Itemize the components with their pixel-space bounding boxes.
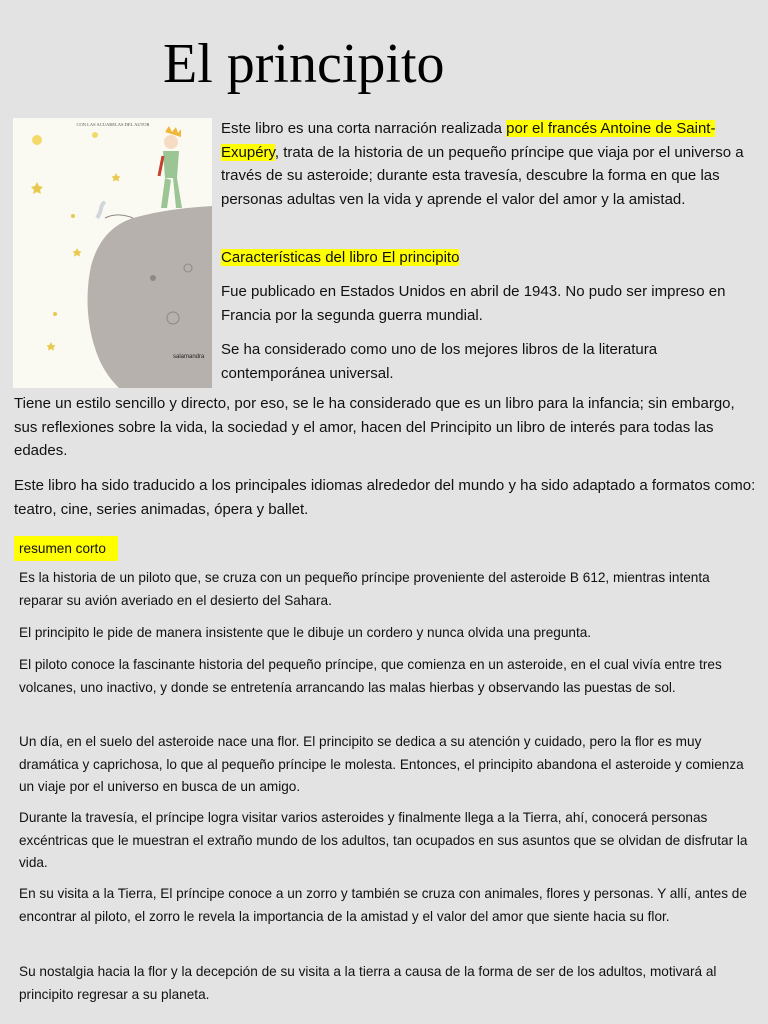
cover-publisher: salamandra (173, 354, 205, 360)
paragraph: Este libro ha sido traducido a los principales idiomas alrededor del mundo y ha sido adaptado a formatos como: teatro, cine, series animadas, ópera y ballet. (14, 477, 756, 518)
star-icon (32, 135, 42, 145)
paragraph: Tiene un estilo sencillo y directo, por eso, se le ha considerado que es un libro para la infancia; sin embargo, sus reflexiones sobre la vida, la sociedad y el amor, hacen del Principito un libro de interés para todas las edades. (14, 395, 735, 459)
paragraph: Se ha considerado como uno de los mejores libros de la literatura contemporánea universal. (221, 341, 658, 382)
page-title: El principito (163, 33, 445, 95)
cover-top-text: CON LAS ACUARELAS DEL AUTOR (76, 122, 150, 127)
summary-paragraph: Un día, en el suelo del asteroide nace una flor. El principito se dedica a su atención y cuidado, pero la flor es muy dramática y caprichosa, lo que al pequeño príncipe le molesta. Entonces, el principito abandona el asteroide y comienza un viaje por el universo en busca de un amigo. (19, 734, 744, 795)
author-highlight: por el francés Antoine de Saint-Exupéry (221, 120, 716, 161)
summary-paragraph: El piloto conoce la fascinante historia del pequeño príncipe, que comienza en un asteroide, en el cual vivía entre tres volcanes, uno inactivo, y donde se entretenía arrancando las malas hierbas y observando las puestas de sol. (19, 657, 722, 695)
summary-paragraph: Es la historia de un piloto que, se cruza con un pequeño príncipe proveniente del asteroide B 612, mientras intenta reparar su avión averiado en el desierto del Sahara. (19, 570, 710, 608)
summary-paragraph: Su nostalgia hacia la flor y la decepción de su visita a la tierra a causa de la forma de ser de los adultos, motivará al principito regresar a su planeta. (19, 964, 717, 1002)
summary-paragraph: En su visita a la Tierra, El príncipe conoce a un zorro y también se cruza con animales, flores y personas. Y allí, antes de encontrar al piloto, el zorro le revela la importancia de la amistad y el valor del amor que siente hacia su flor. (19, 886, 747, 924)
summary-paragraph: El principito le pide de manera insistente que le dibuje un cordero y nunca olvida una pregunta. (19, 625, 592, 640)
characteristics-heading (221, 246, 753, 270)
characteristics-heading-text: Características del libro El principito (221, 249, 460, 266)
intro-text-end: , trata de la historia de un pequeño príncipe que viaja por el universo a través de su asteroide; durante esta travesía, descubre la forma en que las personas adultas ven la vida y aprende el valor del amor y la amistad. (221, 143, 744, 208)
book-cover-image (13, 118, 212, 388)
intro-text: Este libro es una corta narración realizada (221, 120, 507, 137)
summary-heading: resumen corto (14, 536, 118, 561)
summary-paragraph: Durante la travesía, el príncipe logra visitar varios asteroides y finalmente llega a la Tierra, ahí, conocerá personas excéntricas que le muestran el extraño mundo de los adultos, tan ocupados en sus asuntos que se olvidan de disfrutar la vida. (19, 810, 748, 871)
intro-paragraph (221, 117, 753, 211)
paragraph: Fue publicado en Estados Unidos en abril de 1943. No pudo ser impreso en Francia por la segunda guerra mundial. (221, 283, 726, 324)
